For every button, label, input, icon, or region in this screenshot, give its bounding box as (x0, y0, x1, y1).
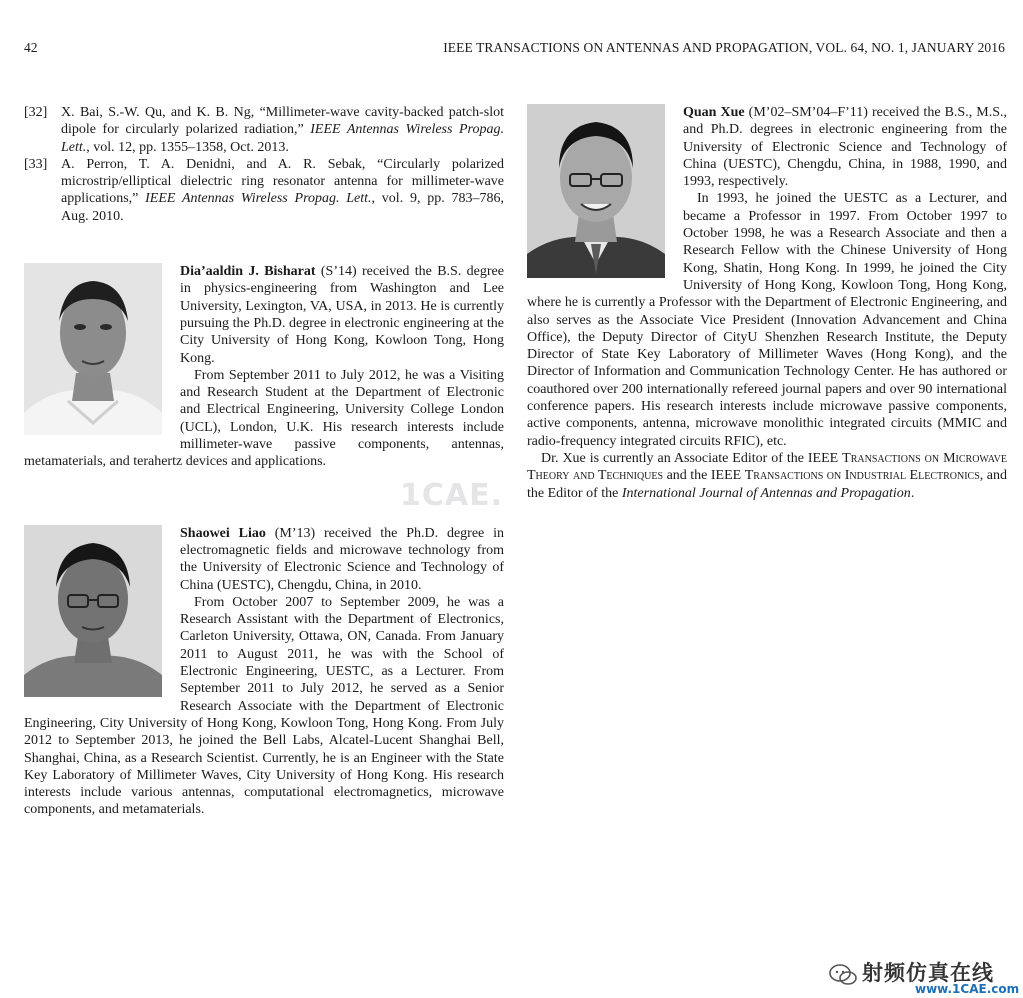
author-name: Quan Xue (683, 105, 745, 120)
wechat-icon (828, 963, 858, 987)
reference-venue: IEEE Antennas Wireless Propag. Lett. (145, 191, 372, 207)
bio-bisharat (24, 263, 504, 471)
author-photo-liao (24, 525, 162, 697)
journal-title: IEEE TRANSACTIONS ON ANTENNAS AND PROPAGATION, VOL. 64, NO. 1, JANUARY 2016 (443, 40, 1005, 55)
watermark-text: 1CAE. (400, 478, 503, 513)
journal-name: Transactions on Microwave Theory and Techniques (527, 450, 1008, 484)
reference-venue: IEEE Antennas Wireless Propag. Lett. (61, 122, 504, 155)
bio-text: In 1993, he joined the UESTC as a Lecturer, and became a Professor in 1997. From October 1997 to October 1998, he was a Research Associate and then a Research Fellow with the Chinese University of Hong Kong, Shatin, Hong Kong. In 1999, he joined the City University of Hong Kong, Kowloon Tong, Hong Kong, where he is currently a Professor with the Department of Electronic Engineering, and also serves as the Associate Vice President (Innovation Advancement and China Office), the Deputy Director of CityU Shenzhen Research Institute, the Deputy Director of State Key Laboratory of Millimeter Waves (Hong Kong), and the Director of Information and Communication Technology Center. He has authored or coauthored over 200 internationally refereed journal papers and over 90 international conference papers. His research interests include microwave passive components, active components, antenna, microwave monolithic integrated circuits (MMIC and radio-frequency integrated circuits RFIC), etc. (527, 191, 1007, 449)
author-name: Dia’aaldin J. Bisharat (180, 264, 316, 280)
reference-text: , vol. 12, pp. 1355–1358, Oct. 2013. (86, 139, 289, 155)
reference-item (24, 104, 504, 156)
author-name: Shaowei Liao (180, 525, 266, 541)
reference-text: A. Perron, T. A. Denidni, and A. R. Sebak, “Circularly polarized microstrip/elliptical dielectric ring resonator antenna for millimeter-wave applications,” (61, 156, 504, 207)
bio-text-fragment: , and the Editor of the (527, 468, 1007, 501)
bio-liao (24, 525, 504, 819)
bio-text: From September 2011 to July 2012, he was a Visiting and Research Student at the Department of Electronic and Electrical Engineering, University College London (UCL), London, U.K. His research interests include millimeter-wave passive components, antennas, metamaterials, and terahertz devices and applications. (24, 367, 504, 470)
journal-name: International Journal of Antennas and Propagation (621, 485, 911, 501)
bio-text (527, 450, 1007, 502)
logo-text: 射频仿真在线 (862, 961, 994, 985)
bio-xue (527, 104, 1007, 502)
reference-number: [33] (24, 156, 48, 172)
bio-text: (S’14) received the B.S. degree in physics-engineering from Washington and Lee University, Lexington, VA, USA, in 2013. He is currently pursuing the Ph.D. degree in electronic engineering at the City University of Hong Kong, Kowloon Tong, Hong Kong. (180, 264, 504, 366)
bio-text: (M’13) received the Ph.D. degree in electromagnetic fields and microwave technology from the University of Electronic Science and Technology of China (UESTC), Chengdu, China, in 2010. (180, 525, 504, 593)
journal-name: Transactions on Industrial Electronics (744, 468, 980, 484)
left-column (24, 104, 504, 819)
reference-text: X. Bai, S.-W. Qu, and K. B. Ng, “Millimeter-wave cavity-backed patch-slot dipole for circularly polarized radiation,” (61, 105, 504, 138)
author-photo-bisharat (24, 263, 162, 435)
bio-text-fragment: . (910, 485, 915, 501)
reference-item (24, 156, 504, 225)
bio-text: From October 2007 to September 2009, he was a Research Assistant with the Department of Electronics, Carleton University, Ottawa, ON, Canada. From January 2011 to August 2011, he was with the School of Electronic Engineering, UESTC, as a Lecturer. From September 2011 to July 2012, he served as a Senior Research Associate with the Department of Electronic Engineering, City University of Hong Kong, Kowloon Tong, Hong Kong. From July 2012 to September 2013, he joined the Bell Labs, Alcatel-Lucent Shanghai Bell, Shanghai, China, as a Research Scientist. Currently, he is an Engineer with the State Key Laboratory of Millimeter Waves, City University of Hong Kong. His research interests include various antennas, computational electromagnetics, microwave components, and metamaterials. (24, 594, 504, 818)
site-logo (820, 955, 1020, 995)
reference-text: , vol. 9, pp. 783–786, Aug. 2010. (61, 191, 504, 224)
author-photo-xue (527, 104, 665, 278)
bio-text: (M’02–SM’04–F’11) received the B.S., M.S., and Ph.D. degrees in electronic engineering from the University of Electronic Science and Technology of China (UESTC), Chengdu, China, in 1988, 1990, and 1993, respectively. (683, 105, 1007, 190)
bio-text-fragment: Dr. Xue is currently an Associate Editor of the IEEE (541, 450, 843, 466)
reference-list (24, 104, 504, 225)
logo-url: www.1CAE.com (915, 982, 1020, 996)
reference-number: [32] (24, 105, 48, 120)
page-number: 42 (24, 40, 38, 55)
running-header (24, 40, 1005, 60)
right-column (527, 104, 1007, 502)
bio-text-fragment: and the IEEE (663, 468, 745, 484)
